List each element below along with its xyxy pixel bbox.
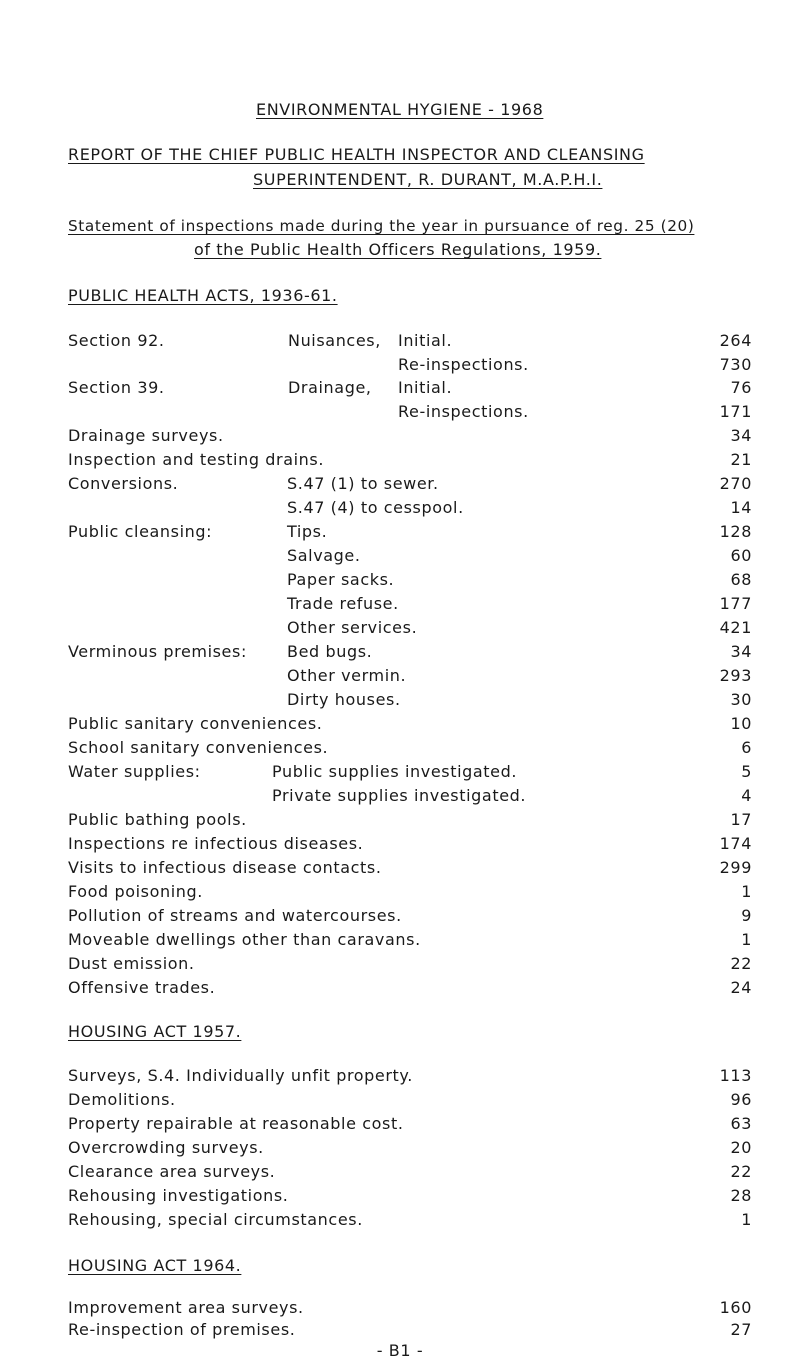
row-value: 113 xyxy=(719,1066,752,1085)
row-value: 6 xyxy=(741,738,752,757)
row-value: 177 xyxy=(719,594,752,613)
row-value: 17 xyxy=(730,810,752,829)
row-value: 1 xyxy=(741,882,752,901)
row-label: Demolitions. xyxy=(68,1090,176,1109)
row-label: Overcrowding surveys. xyxy=(68,1138,264,1157)
row-value: 4 xyxy=(741,786,752,805)
row-value: 293 xyxy=(719,666,752,685)
row-label: Drainage surveys. xyxy=(68,426,224,445)
row-value: 76 xyxy=(730,378,752,397)
row-value: 421 xyxy=(719,618,752,637)
row-value: 14 xyxy=(730,498,752,517)
section-heading-housing-act-1964: HOUSING ACT 1964. xyxy=(68,1256,242,1275)
row-value: 171 xyxy=(719,402,752,421)
row-label: Pollution of streams and watercourses. xyxy=(68,906,402,925)
row-value: 5 xyxy=(741,762,752,781)
row-detail: Initial. xyxy=(398,331,453,350)
row-value: 1 xyxy=(741,930,752,949)
row-sublabel: Public supplies investigated. xyxy=(272,762,518,781)
row-value: 21 xyxy=(730,450,752,469)
row-value: 68 xyxy=(730,570,752,589)
row-value: 28 xyxy=(730,1186,752,1205)
row-label: Improvement area surveys. xyxy=(68,1298,304,1317)
row-value: 34 xyxy=(730,426,752,445)
row-detail: Re-inspections. xyxy=(398,402,529,421)
row-value: 270 xyxy=(719,474,752,493)
row-label: Section 39. xyxy=(68,378,165,397)
row-value: 22 xyxy=(730,1162,752,1181)
row-value: 34 xyxy=(730,642,752,661)
row-label: Public bathing pools. xyxy=(68,810,247,829)
statement-line2: of the Public Health Officers Regulations, 1959. xyxy=(194,240,602,259)
row-value: 27 xyxy=(730,1320,752,1339)
row-detail: Initial. xyxy=(398,378,453,397)
row-label: Surveys, S.4. Individually unfit property. xyxy=(68,1066,413,1085)
row-label: Property repairable at reasonable cost. xyxy=(68,1114,404,1133)
row-sublabel: Bed bugs. xyxy=(287,642,373,661)
row-label: Section 92. xyxy=(68,331,165,350)
report-heading-line1: REPORT OF THE CHIEF PUBLIC HEALTH INSPECTOR AND CLEANSING xyxy=(68,145,645,164)
row-value: 9 xyxy=(741,906,752,925)
row-label: Visits to infectious disease contacts. xyxy=(68,858,382,877)
report-heading-line2: SUPERINTENDENT, R. DURANT, M.A.P.H.I. xyxy=(253,170,603,189)
row-value: 264 xyxy=(719,331,752,350)
row-label: Verminous premises: xyxy=(68,642,247,661)
row-sublabel: Trade refuse. xyxy=(287,594,399,613)
row-sublabel: Other services. xyxy=(287,618,418,637)
row-detail: Re-inspections. xyxy=(398,355,529,374)
row-label: Water supplies: xyxy=(68,762,201,781)
row-value: 20 xyxy=(730,1138,752,1157)
row-value: 60 xyxy=(730,546,752,565)
row-sublabel: Paper sacks. xyxy=(287,570,395,589)
row-value: 63 xyxy=(730,1114,752,1133)
row-label: Public cleansing: xyxy=(68,522,213,541)
row-label: Food poisoning. xyxy=(68,882,203,901)
row-value: 96 xyxy=(730,1090,752,1109)
row-label: Offensive trades. xyxy=(68,978,216,997)
row-sublabel: Private supplies investigated. xyxy=(272,786,527,805)
section-heading-housing-act-1957: HOUSING ACT 1957. xyxy=(68,1022,242,1041)
page-number: - B1 - xyxy=(376,1341,424,1360)
row-value: 24 xyxy=(730,978,752,997)
row-label: School sanitary conveniences. xyxy=(68,738,329,757)
row-label: Clearance area surveys. xyxy=(68,1162,276,1181)
row-label: Inspection and testing drains. xyxy=(68,450,325,469)
row-sublabel: Other vermin. xyxy=(287,666,407,685)
row-sublabel: S.47 (1) to sewer. xyxy=(287,474,439,493)
row-sublabel: Salvage. xyxy=(287,546,361,565)
row-label: Inspections re infectious diseases. xyxy=(68,834,364,853)
row-value: 30 xyxy=(730,690,752,709)
row-value: 299 xyxy=(719,858,752,877)
row-label: Moveable dwellings other than caravans. xyxy=(68,930,421,949)
row-sublabel: Nuisances, xyxy=(288,331,381,350)
row-value: 128 xyxy=(719,522,752,541)
section-heading-public-health-acts: PUBLIC HEALTH ACTS, 1936-61. xyxy=(68,286,338,305)
row-label: Dust emission. xyxy=(68,954,195,973)
document-title: ENVIRONMENTAL HYGIENE - 1968 xyxy=(256,100,544,119)
row-label: Rehousing investigations. xyxy=(68,1186,289,1205)
row-value: 1 xyxy=(741,1210,752,1229)
row-value: 10 xyxy=(730,714,752,733)
row-value: 160 xyxy=(719,1298,752,1317)
statement-line1: Statement of inspections made during the year in pursuance of reg. 25 (20) xyxy=(68,217,695,235)
row-value: 730 xyxy=(719,355,752,374)
row-label: Re-inspection of premises. xyxy=(68,1320,296,1339)
row-sublabel: Drainage, xyxy=(288,378,372,397)
row-sublabel: S.47 (4) to cesspool. xyxy=(287,498,464,517)
row-sublabel: Tips. xyxy=(287,522,328,541)
row-value: 22 xyxy=(730,954,752,973)
row-label: Public sanitary conveniences. xyxy=(68,714,323,733)
row-label: Conversions. xyxy=(68,474,179,493)
row-label: Rehousing, special circumstances. xyxy=(68,1210,363,1229)
row-sublabel: Dirty houses. xyxy=(287,690,401,709)
row-value: 174 xyxy=(719,834,752,853)
